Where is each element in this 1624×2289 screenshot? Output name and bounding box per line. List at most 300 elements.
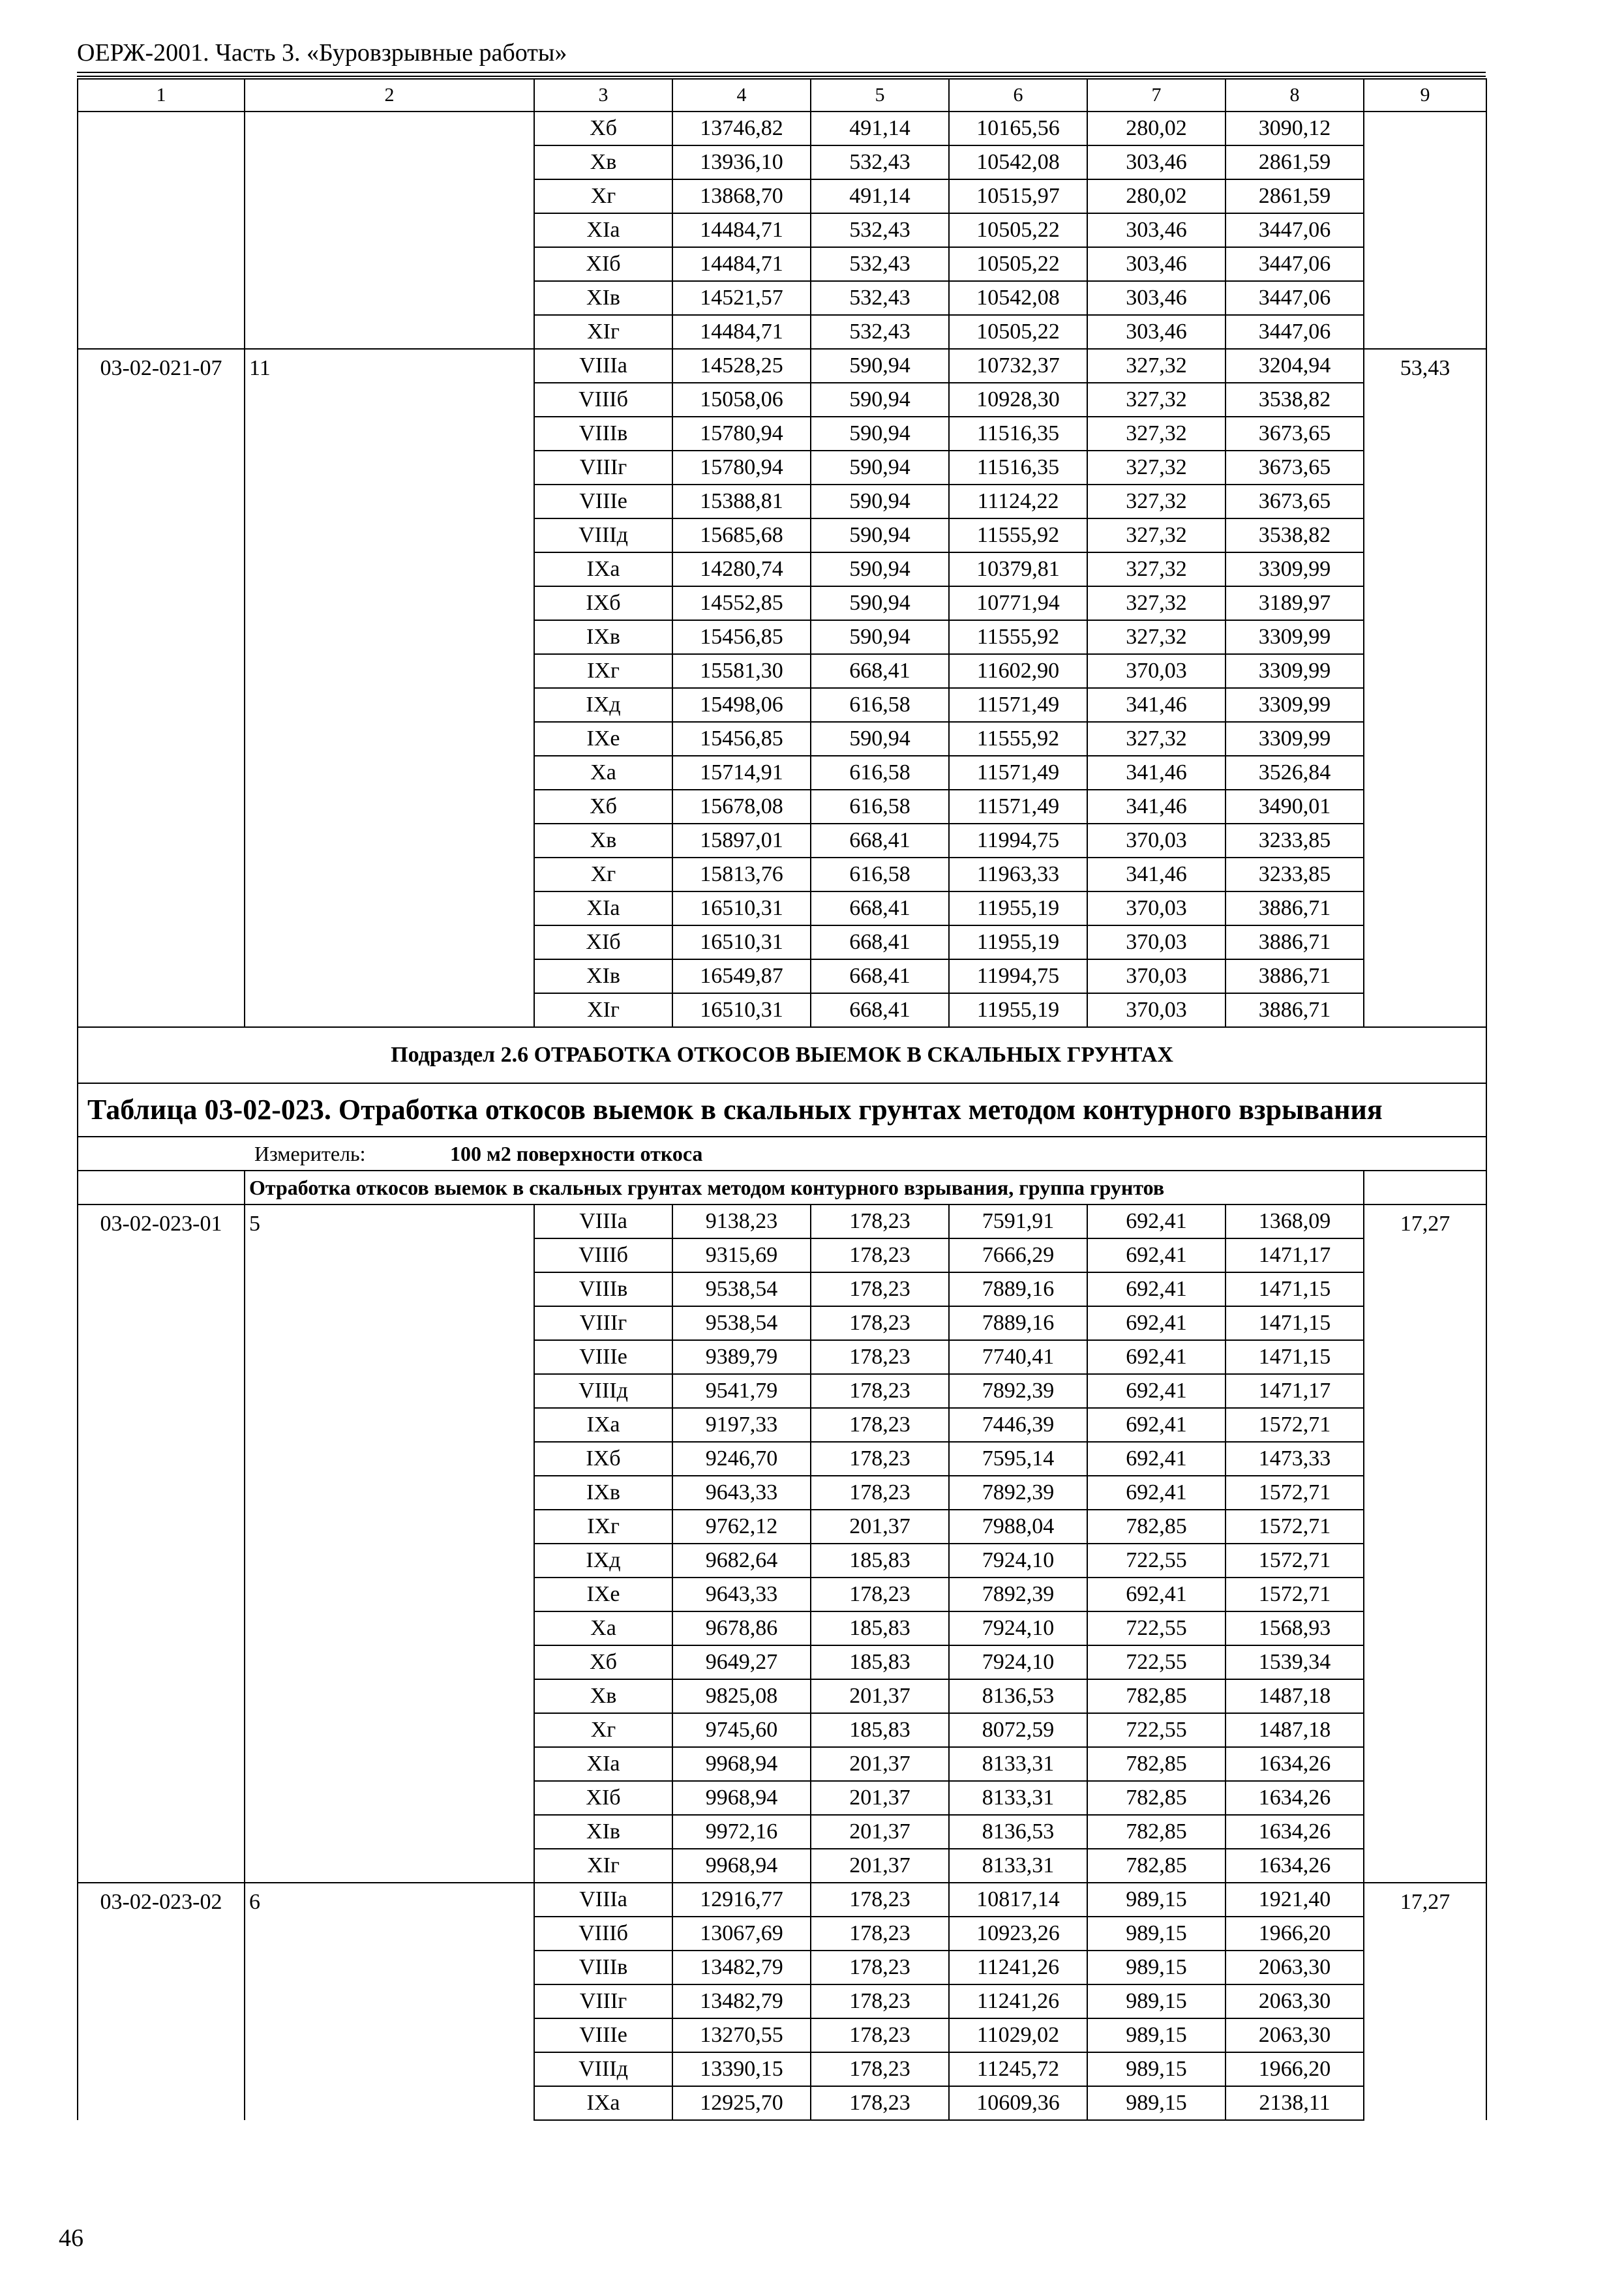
cost-value: 9538,54 (672, 1272, 811, 1306)
cost-value: 616,58 (811, 756, 949, 790)
cost-value: 8133,31 (949, 1849, 1087, 1883)
cost-value: 1471,17 (1226, 1374, 1364, 1408)
cost-value: 7595,14 (949, 1442, 1087, 1476)
cost-value: 11555,92 (949, 518, 1087, 552)
cost-value: 7889,16 (949, 1306, 1087, 1340)
cost-value: 11994,75 (949, 824, 1087, 858)
cost-value: 692,41 (1087, 1442, 1226, 1476)
cost-value: 9541,79 (672, 1374, 811, 1408)
cost-value: 178,23 (811, 2052, 949, 2086)
column-number: 1 (78, 79, 245, 112)
cost-value: 13936,10 (672, 145, 811, 179)
column-2-value: 5 (245, 1204, 534, 1883)
soil-group: VIIIе (534, 1340, 672, 1374)
soil-group: Хг (534, 1713, 672, 1747)
cost-value: 10732,37 (949, 349, 1087, 383)
cost-value: 722,55 (1087, 1544, 1226, 1578)
cost-value: 9678,86 (672, 1611, 811, 1645)
cost-value: 16549,87 (672, 959, 811, 993)
cost-value: 3309,99 (1226, 620, 1364, 654)
cost-value: 9315,69 (672, 1238, 811, 1272)
soil-group: Хб (534, 790, 672, 824)
cost-value: 7892,39 (949, 1374, 1087, 1408)
soil-group: IXг (534, 654, 672, 688)
cost-value: 9643,33 (672, 1578, 811, 1611)
cost-value: 1487,18 (1226, 1713, 1364, 1747)
cost-value: 13746,82 (672, 112, 811, 145)
cost-value: 178,23 (811, 1578, 949, 1611)
rate-code: 03-02-023-02 (78, 1883, 245, 2120)
cost-value: 178,23 (811, 1408, 949, 1442)
cost-value: 178,23 (811, 1238, 949, 1272)
cost-value: 9138,23 (672, 1204, 811, 1238)
cost-value: 15498,06 (672, 688, 811, 722)
cost-value: 327,32 (1087, 485, 1226, 518)
cost-value: 11571,49 (949, 790, 1087, 824)
cost-value: 9968,94 (672, 1747, 811, 1781)
cost-value: 1572,71 (1226, 1578, 1364, 1611)
cost-value: 668,41 (811, 891, 949, 925)
cost-value: 201,37 (811, 1679, 949, 1713)
cost-value: 782,85 (1087, 1849, 1226, 1883)
cost-value: 370,03 (1087, 959, 1226, 993)
soil-group: VIIIг (534, 1306, 672, 1340)
soil-group: IXв (534, 1476, 672, 1510)
subheading: Отработка откосов выемок в скальных грунтах методом контурного взрывания, группа грунтов (245, 1171, 1364, 1204)
cost-value: 303,46 (1087, 247, 1226, 281)
cost-value: 16510,31 (672, 925, 811, 959)
cost-value: 9972,16 (672, 1815, 811, 1849)
cost-value: 590,94 (811, 485, 949, 518)
soil-group: VIIIе (534, 485, 672, 518)
cost-value: 668,41 (811, 993, 949, 1027)
cost-value: 590,94 (811, 417, 949, 451)
soil-group: Хг (534, 858, 672, 891)
cost-value: 9538,54 (672, 1306, 811, 1340)
soil-group: ХIа (534, 213, 672, 247)
cost-value: 1572,71 (1226, 1544, 1364, 1578)
soil-group: VIIIб (534, 383, 672, 417)
header-rule (77, 72, 1486, 73)
cost-value: 2138,11 (1226, 2086, 1364, 2120)
cost-value: 7924,10 (949, 1611, 1087, 1645)
soil-group: IXд (534, 1544, 672, 1578)
cost-value: 10379,81 (949, 552, 1087, 586)
cost-value: 3447,06 (1226, 213, 1364, 247)
cost-value: 15388,81 (672, 485, 811, 518)
cost-value: 178,23 (811, 1306, 949, 1340)
soil-group: IXв (534, 620, 672, 654)
cost-value: 327,32 (1087, 620, 1226, 654)
cost-value: 303,46 (1087, 281, 1226, 315)
cost-value: 1471,15 (1226, 1272, 1364, 1306)
soil-group: IXб (534, 586, 672, 620)
cost-value: 692,41 (1087, 1238, 1226, 1272)
cost-value: 2861,59 (1226, 145, 1364, 179)
cost-value: 692,41 (1087, 1204, 1226, 1238)
cost-value: 668,41 (811, 824, 949, 858)
cost-value: 178,23 (811, 1883, 949, 1917)
cost-value: 201,37 (811, 1747, 949, 1781)
column-9-value: 53,43 (1364, 349, 1486, 1027)
cost-value: 3886,71 (1226, 891, 1364, 925)
cost-value: 201,37 (811, 1510, 949, 1544)
cost-value: 590,94 (811, 518, 949, 552)
cost-value: 9745,60 (672, 1713, 811, 1747)
cost-value: 590,94 (811, 722, 949, 756)
soil-group: Хб (534, 1645, 672, 1679)
measure-cell (78, 1137, 1486, 1171)
cost-value: 3309,99 (1226, 654, 1364, 688)
cost-value: 280,02 (1087, 179, 1226, 213)
soil-group: ХIг (534, 1849, 672, 1883)
column-9-value: 17,27 (1364, 1883, 1486, 2120)
cost-value: 11555,92 (949, 722, 1087, 756)
cost-value: 7889,16 (949, 1272, 1087, 1306)
cost-value: 668,41 (811, 925, 949, 959)
cost-value: 616,58 (811, 688, 949, 722)
cost-value: 1539,34 (1226, 1645, 1364, 1679)
cost-value: 1966,20 (1226, 2052, 1364, 2086)
cost-value: 616,58 (811, 790, 949, 824)
cost-value: 13067,69 (672, 1917, 811, 1951)
cost-value: 590,94 (811, 383, 949, 417)
cost-value: 8072,59 (949, 1713, 1087, 1747)
cost-value: 2063,30 (1226, 2018, 1364, 2052)
cost-value: 15813,76 (672, 858, 811, 891)
cost-value: 782,85 (1087, 1815, 1226, 1849)
soil-group: VIIIг (534, 451, 672, 485)
cost-value: 370,03 (1087, 654, 1226, 688)
cost-value: 10609,36 (949, 2086, 1087, 2120)
cost-value: 9197,33 (672, 1408, 811, 1442)
column-9-value (1364, 112, 1486, 349)
cost-value: 532,43 (811, 315, 949, 349)
column-number: 4 (672, 79, 811, 112)
soil-group: Хв (534, 824, 672, 858)
cost-value: 989,15 (1087, 2086, 1226, 2120)
cost-value: 668,41 (811, 654, 949, 688)
cost-value: 10165,56 (949, 112, 1087, 145)
cost-value: 178,23 (811, 1374, 949, 1408)
cost-value: 1368,09 (1226, 1204, 1364, 1238)
cost-value: 327,32 (1087, 722, 1226, 756)
cost-value: 10771,94 (949, 586, 1087, 620)
cost-value: 13482,79 (672, 1951, 811, 1984)
cost-value: 15897,01 (672, 824, 811, 858)
table-row (78, 112, 1486, 145)
page-number: 46 (59, 2224, 83, 2252)
cost-value: 3673,65 (1226, 417, 1364, 451)
soil-group: ХIа (534, 1747, 672, 1781)
soil-group: Хв (534, 145, 672, 179)
soil-group: IXг (534, 1510, 672, 1544)
cost-value: 782,85 (1087, 1510, 1226, 1544)
cost-value: 303,46 (1087, 213, 1226, 247)
cost-value: 532,43 (811, 247, 949, 281)
cost-value: 14484,71 (672, 315, 811, 349)
cost-value: 3447,06 (1226, 315, 1364, 349)
cost-value: 13270,55 (672, 2018, 811, 2052)
cost-value: 1471,15 (1226, 1306, 1364, 1340)
cost-value: 370,03 (1087, 824, 1226, 858)
cost-value: 8136,53 (949, 1815, 1087, 1849)
subheading-left (78, 1171, 245, 1204)
cost-value: 14552,85 (672, 586, 811, 620)
cost-value: 722,55 (1087, 1611, 1226, 1645)
soil-group: IXа (534, 2086, 672, 2120)
cost-value: 10923,26 (949, 1917, 1087, 1951)
soil-group: VIIIа (534, 1883, 672, 1917)
soil-group: IXе (534, 1578, 672, 1611)
cost-value: 1966,20 (1226, 1917, 1364, 1951)
cost-value: 11029,02 (949, 2018, 1087, 2052)
soil-group: ХIв (534, 281, 672, 315)
cost-value: 3673,65 (1226, 485, 1364, 518)
cost-value: 9649,27 (672, 1645, 811, 1679)
cost-value: 9389,79 (672, 1340, 811, 1374)
soil-group: VIIIа (534, 1204, 672, 1238)
cost-value: 11241,26 (949, 1951, 1087, 1984)
cost-value: 15058,06 (672, 383, 811, 417)
cost-value: 10505,22 (949, 315, 1087, 349)
soil-group: ХIб (534, 1781, 672, 1815)
cost-value: 7892,39 (949, 1476, 1087, 1510)
cost-value: 668,41 (811, 959, 949, 993)
soil-group: VIIIд (534, 2052, 672, 2086)
cost-value: 11555,92 (949, 620, 1087, 654)
measure-label: Измеритель: (254, 1142, 366, 1166)
cost-value: 9682,64 (672, 1544, 811, 1578)
column-number: 5 (811, 79, 949, 112)
cost-value: 692,41 (1087, 1272, 1226, 1306)
cost-value: 722,55 (1087, 1645, 1226, 1679)
soil-group: ХIб (534, 247, 672, 281)
cost-value: 3309,99 (1226, 552, 1364, 586)
cost-value: 201,37 (811, 1781, 949, 1815)
cost-value: 1634,26 (1226, 1781, 1364, 1815)
cost-value: 8133,31 (949, 1747, 1087, 1781)
column-number: 8 (1226, 79, 1364, 112)
cost-value: 8136,53 (949, 1679, 1087, 1713)
cost-value: 722,55 (1087, 1713, 1226, 1747)
cost-value: 3309,99 (1226, 722, 1364, 756)
cost-value: 590,94 (811, 586, 949, 620)
cost-value: 1473,33 (1226, 1442, 1364, 1476)
rate-code: 03-02-021-07 (78, 349, 245, 1027)
page-header: ОЕРЖ-2001. Часть 3. «Буровзрывные работы» (77, 39, 567, 67)
table-title: Таблица 03-02-023. Отработка откосов выемок в скальных грунтах методом контурного взрывания (78, 1083, 1486, 1137)
cost-value: 692,41 (1087, 1408, 1226, 1442)
soil-group: ХIг (534, 315, 672, 349)
cost-value: 3886,71 (1226, 993, 1364, 1027)
cost-value: 178,23 (811, 1272, 949, 1306)
cost-value: 3233,85 (1226, 824, 1364, 858)
cost-value: 3886,71 (1226, 959, 1364, 993)
cost-value: 590,94 (811, 349, 949, 383)
soil-group: Хб (534, 112, 672, 145)
soil-group: IXа (534, 552, 672, 586)
cost-value: 532,43 (811, 145, 949, 179)
soil-group: VIIIв (534, 1272, 672, 1306)
cost-value: 11245,72 (949, 2052, 1087, 2086)
cost-value: 692,41 (1087, 1476, 1226, 1510)
cost-value: 7892,39 (949, 1578, 1087, 1611)
cost-value: 370,03 (1087, 891, 1226, 925)
cost-value: 327,32 (1087, 518, 1226, 552)
cost-value: 13390,15 (672, 2052, 811, 2086)
cost-value: 178,23 (811, 1204, 949, 1238)
cost-value: 11963,33 (949, 858, 1087, 891)
cost-value: 782,85 (1087, 1747, 1226, 1781)
cost-value: 10817,14 (949, 1883, 1087, 1917)
cost-value: 989,15 (1087, 1917, 1226, 1951)
cost-value: 1572,71 (1226, 1408, 1364, 1442)
cost-value: 14528,25 (672, 349, 811, 383)
subheading-row (78, 1171, 1486, 1204)
soil-group: VIIIа (534, 349, 672, 383)
cost-value: 989,15 (1087, 2052, 1226, 2086)
soil-group: VIIIв (534, 417, 672, 451)
cost-value: 3673,65 (1226, 451, 1364, 485)
cost-value: 1471,15 (1226, 1340, 1364, 1374)
cost-value: 15581,30 (672, 654, 811, 688)
cost-value: 3189,97 (1226, 586, 1364, 620)
cost-value: 201,37 (811, 1815, 949, 1849)
cost-value: 11516,35 (949, 417, 1087, 451)
cost-value: 11994,75 (949, 959, 1087, 993)
column-9-value: 17,27 (1364, 1204, 1486, 1883)
cost-value: 989,15 (1087, 2018, 1226, 2052)
cost-value: 15714,91 (672, 756, 811, 790)
cost-value: 989,15 (1087, 1951, 1226, 1984)
cost-value: 3090,12 (1226, 112, 1364, 145)
column-number-row (78, 79, 1486, 112)
table-row (78, 1883, 1486, 1917)
cost-value: 1568,93 (1226, 1611, 1364, 1645)
cost-value: 16510,31 (672, 891, 811, 925)
cost-value: 3447,06 (1226, 281, 1364, 315)
measure-value: 100 м2 поверхности откоса (450, 1142, 703, 1166)
cost-value: 590,94 (811, 552, 949, 586)
cost-value: 3490,01 (1226, 790, 1364, 824)
cost-value: 11516,35 (949, 451, 1087, 485)
table-title-row (78, 1083, 1486, 1137)
soil-group: ХIв (534, 959, 672, 993)
cost-value: 532,43 (811, 281, 949, 315)
soil-group: VIIIб (534, 1917, 672, 1951)
cost-value: 13482,79 (672, 1984, 811, 2018)
cost-value: 178,23 (811, 1917, 949, 1951)
rate-code: 03-02-023-01 (78, 1204, 245, 1883)
soil-group: IXд (534, 688, 672, 722)
table-row (78, 349, 1486, 383)
cost-value: 13868,70 (672, 179, 811, 213)
cost-value: 11602,90 (949, 654, 1087, 688)
subheading-right (1364, 1171, 1486, 1204)
cost-value: 11955,19 (949, 993, 1087, 1027)
cost-value: 616,58 (811, 858, 949, 891)
cost-value: 14484,71 (672, 247, 811, 281)
cost-value: 692,41 (1087, 1306, 1226, 1340)
cost-value: 1572,71 (1226, 1510, 1364, 1544)
soil-group: VIIIг (534, 1984, 672, 2018)
column-2-value: 11 (245, 349, 534, 1027)
cost-value: 327,32 (1087, 383, 1226, 417)
cost-value: 692,41 (1087, 1374, 1226, 1408)
section-row (78, 1027, 1486, 1083)
cost-value: 9825,08 (672, 1679, 811, 1713)
cost-value: 303,46 (1087, 145, 1226, 179)
column-number: 7 (1087, 79, 1226, 112)
cost-value: 15456,85 (672, 620, 811, 654)
cost-value: 280,02 (1087, 112, 1226, 145)
cost-value: 370,03 (1087, 925, 1226, 959)
cost-value: 15685,68 (672, 518, 811, 552)
cost-value: 3233,85 (1226, 858, 1364, 891)
cost-value: 1634,26 (1226, 1849, 1364, 1883)
cost-value: 178,23 (811, 1951, 949, 1984)
cost-value: 341,46 (1087, 756, 1226, 790)
cost-value: 3204,94 (1226, 349, 1364, 383)
cost-value: 178,23 (811, 1984, 949, 2018)
cost-value: 3538,82 (1226, 518, 1364, 552)
cost-value: 14484,71 (672, 213, 811, 247)
cost-value: 12916,77 (672, 1883, 811, 1917)
cost-value: 327,32 (1087, 586, 1226, 620)
cost-value: 1572,71 (1226, 1476, 1364, 1510)
column-number: 6 (949, 79, 1087, 112)
cost-value: 1487,18 (1226, 1679, 1364, 1713)
cost-value: 11571,49 (949, 688, 1087, 722)
column-number: 9 (1364, 79, 1486, 112)
cost-value: 1634,26 (1226, 1747, 1364, 1781)
cost-value: 10505,22 (949, 213, 1087, 247)
cost-value: 491,14 (811, 112, 949, 145)
cost-value: 15780,94 (672, 417, 811, 451)
soil-group: ХIа (534, 891, 672, 925)
cost-value: 201,37 (811, 1849, 949, 1883)
cost-value: 7666,29 (949, 1238, 1087, 1272)
cost-value: 692,41 (1087, 1578, 1226, 1611)
soil-group: Хв (534, 1679, 672, 1713)
cost-value: 2063,30 (1226, 1951, 1364, 1984)
cost-value: 327,32 (1087, 552, 1226, 586)
cost-value: 178,23 (811, 1442, 949, 1476)
table-row (78, 1204, 1486, 1238)
cost-value: 16510,31 (672, 993, 811, 1027)
cost-value: 11124,22 (949, 485, 1087, 518)
soil-group: ХIб (534, 925, 672, 959)
cost-value: 9246,70 (672, 1442, 811, 1476)
cost-value: 590,94 (811, 451, 949, 485)
cost-value: 10928,30 (949, 383, 1087, 417)
cost-value: 341,46 (1087, 688, 1226, 722)
soil-group: ХIв (534, 1815, 672, 1849)
cost-value: 9762,12 (672, 1510, 811, 1544)
cost-value: 9968,94 (672, 1849, 811, 1883)
soil-group: VIIIд (534, 1374, 672, 1408)
cost-value: 532,43 (811, 213, 949, 247)
cost-value: 10542,08 (949, 281, 1087, 315)
cost-value: 14521,57 (672, 281, 811, 315)
cost-value: 370,03 (1087, 993, 1226, 1027)
cost-value: 185,83 (811, 1611, 949, 1645)
header-rule-second (77, 76, 1486, 77)
cost-value: 303,46 (1087, 315, 1226, 349)
cost-value: 11955,19 (949, 891, 1087, 925)
cost-value: 327,32 (1087, 417, 1226, 451)
